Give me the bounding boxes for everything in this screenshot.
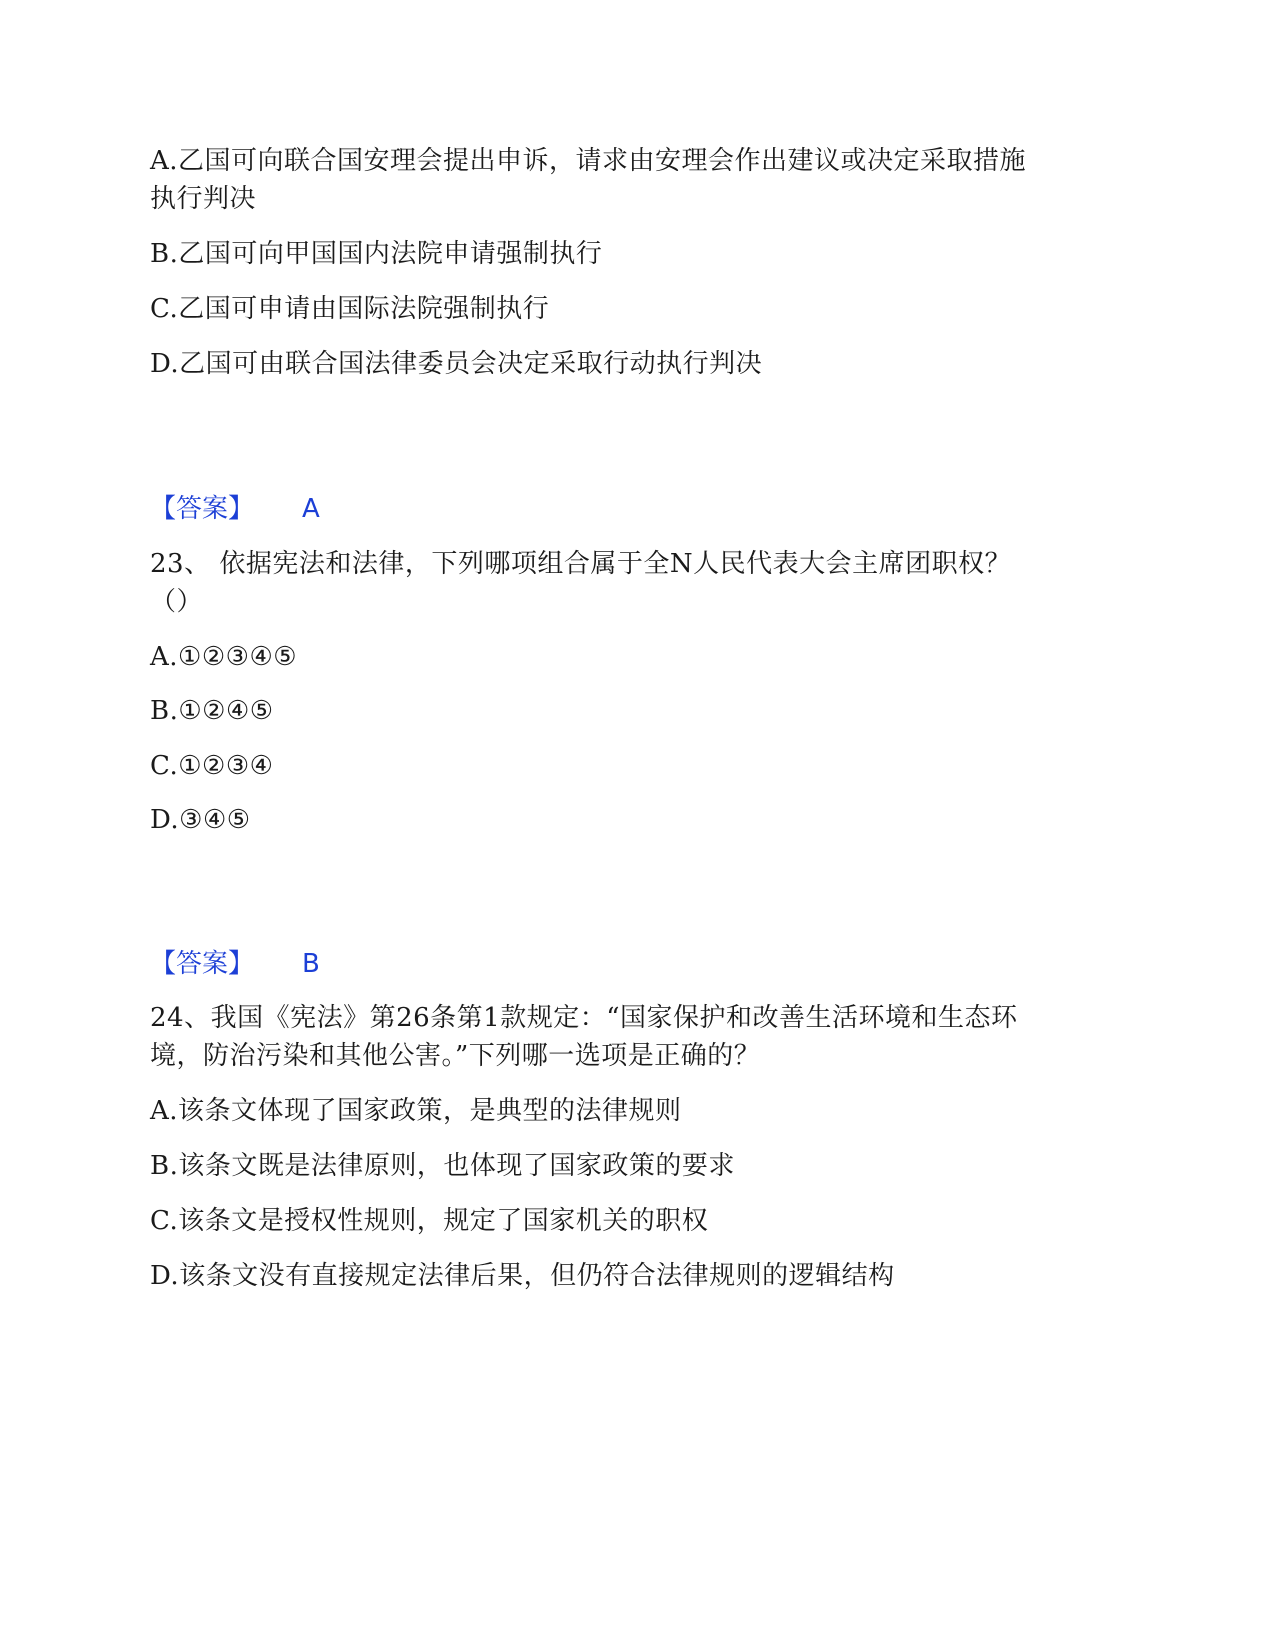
q22-option-c: C.乙国可申请由国际法院强制执行 [150,294,550,324]
q23-option-b: B.①②④⑤ [150,696,274,726]
q23-option-a: A.①②③④⑤ [150,642,298,672]
q24-stem-line1: 24、我国《宪法》第26条第1款规定：“国家保护和改善生活环境和生态环 [150,1003,1018,1033]
q22-answer [150,490,320,528]
q22-option-d: D.乙国可由联合国法律委员会决定采取行动执行判决 [150,349,763,379]
q24-option-b: B.该条文既是法律原则，也体现了国家政策的要求 [150,1151,735,1181]
answer-letter: A [302,494,320,524]
q23-answer [150,945,320,983]
q24-stem-line2: 境，防治污染和其他公害。”下列哪一选项是正确的？ [150,1041,761,1071]
q23-stem-line1: 23、 依据宪法和法律，下列哪项组合属于全N人民代表大会主席团职权？ [150,549,1012,579]
q24-option-a: A.该条文体现了国家政策，是典型的法律规则 [150,1096,682,1126]
q23-option-c: C.①②③④ [150,751,274,781]
q24-option-d: D.该条文没有直接规定法律后果，但仍符合法律规则的逻辑结构 [150,1261,895,1291]
q23-option-d: D.③④⑤ [150,805,251,835]
q24-option-c: C.该条文是授权性规则，规定了国家机关的职权 [150,1206,709,1236]
answer-letter: B [302,949,320,979]
q22-option-b: B.乙国可向甲国国内法院申请强制执行 [150,239,603,269]
q22-option-a-line2: 执行判决 [150,184,257,214]
q23-stem-line2: （） [150,587,204,617]
answer-label: 【答案】 [150,949,255,979]
answer-label: 【答案】 [150,494,255,524]
q22-option-a-line1: A.乙国可向联合国安理会提出申诉，请求由安理会作出建议或决定采取措施 [150,146,1027,176]
